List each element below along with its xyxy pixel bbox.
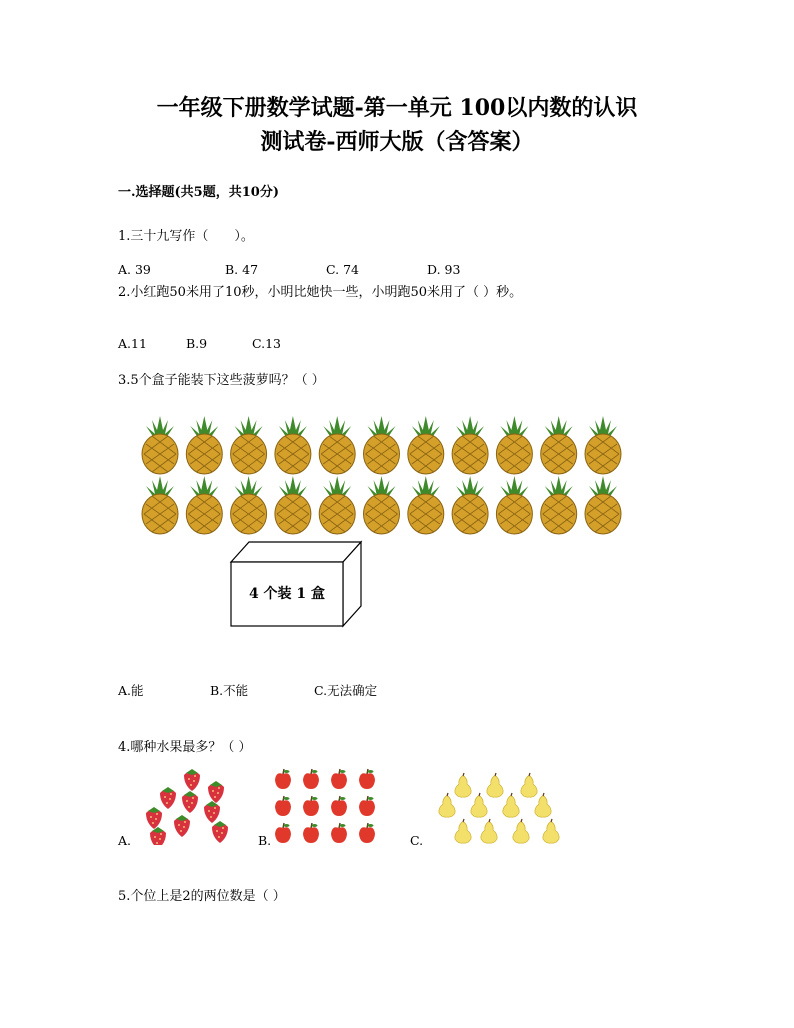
pineapple-16 [319, 476, 355, 534]
pineapple-grid [130, 410, 640, 540]
pear-8 [455, 819, 471, 843]
pineapple-18 [408, 476, 444, 534]
question-1-option-a: A. 39 [118, 262, 151, 277]
question-3-option-c: C.无法确定 [314, 683, 378, 698]
pear-2 [487, 773, 503, 797]
question-1-text: 1.三十九写作（ ）。 [118, 229, 254, 244]
pear-1 [455, 773, 471, 797]
pineapple-15 [275, 476, 311, 534]
apple-group [272, 767, 388, 845]
question-3-option-a: A.能 [118, 683, 144, 698]
pineapple-5 [319, 416, 355, 474]
pineapple-6 [364, 416, 400, 474]
pear-5 [471, 793, 487, 817]
strawberry-2 [208, 781, 224, 803]
pineapple-19 [452, 476, 488, 534]
strawberry-3 [160, 787, 176, 809]
apple-7 [331, 796, 347, 816]
pineapple-14 [231, 476, 267, 534]
strawberry-4 [182, 791, 198, 813]
apple-2 [303, 769, 319, 789]
question-4-option-a: A. [118, 833, 132, 848]
strawberry-8 [212, 821, 228, 843]
pineapple-11 [585, 416, 621, 474]
page-title-line-1: 一年级下册数学试题-第一单元 100以内数的认识 [156, 95, 638, 121]
pineapple-7 [408, 416, 444, 474]
question-2-option-a: A.11 [118, 336, 147, 351]
question-4-text: 4.哪种水果最多？（ ） [118, 740, 252, 755]
pineapple-10 [541, 416, 577, 474]
pineapple-9 [496, 416, 532, 474]
pear-10 [513, 819, 529, 843]
apple-11 [331, 823, 347, 843]
pineapple-17 [364, 476, 400, 534]
strawberry-9 [150, 827, 166, 845]
apple-8 [359, 796, 375, 816]
question-3-text: 3.5个盒子能装下这些菠萝吗？（ ） [118, 373, 325, 388]
question-5-text: 5.个位上是2的两位数是（ ） [118, 889, 286, 904]
strawberry-7 [174, 815, 190, 837]
question-4-option-c: C. [410, 833, 424, 848]
pineapple-3 [231, 416, 267, 474]
strawberry-6 [146, 807, 162, 829]
strawberry-5 [204, 801, 220, 823]
apple-10 [303, 823, 319, 843]
question-3-option-b: B.不能 [210, 683, 249, 698]
pineapple-1 [142, 416, 178, 474]
pineapple-2 [186, 416, 222, 474]
pineapple-22 [585, 476, 621, 534]
pineapple-21 [541, 476, 577, 534]
page-title-line-2: 测试卷-西师大版（含答案） [260, 129, 534, 155]
box-illustration [225, 538, 370, 630]
pineapple-4 [275, 416, 311, 474]
pear-3 [521, 773, 537, 797]
apple-12 [359, 823, 375, 843]
strawberry-group [140, 765, 235, 845]
pineapple-12 [142, 476, 178, 534]
question-2-option-b: B.9 [186, 336, 208, 351]
question-2-option-c: C.13 [252, 336, 281, 351]
question-1-option-c: C. 74 [326, 262, 359, 277]
pear-6 [503, 793, 519, 817]
box-top [231, 542, 361, 562]
pear-group [436, 770, 564, 846]
pineapple-20 [496, 476, 532, 534]
question-1-option-d: D. 93 [427, 262, 461, 277]
apple-4 [359, 769, 375, 789]
pear-7 [535, 793, 551, 817]
question-2-text: 2.小红跑50米用了10秒，小明比她快一些，小明跑50米用了（ ）秒。 [118, 285, 523, 300]
pear-11 [543, 819, 559, 843]
pear-4 [439, 793, 455, 817]
apple-6 [303, 796, 319, 816]
apple-1 [275, 769, 291, 789]
section-heading: 一.选择题(共5题，共10分) [118, 185, 279, 200]
apple-5 [275, 796, 291, 816]
pineapple-8 [452, 416, 488, 474]
apple-3 [331, 769, 347, 789]
question-4-option-b: B. [258, 833, 272, 848]
strawberry-1 [184, 769, 200, 791]
apple-9 [275, 823, 291, 843]
question-1-option-b: B. 47 [225, 262, 259, 277]
pear-9 [481, 819, 497, 843]
box-label: 4 个装 1 盒 [248, 586, 326, 602]
pineapple-13 [186, 476, 222, 534]
